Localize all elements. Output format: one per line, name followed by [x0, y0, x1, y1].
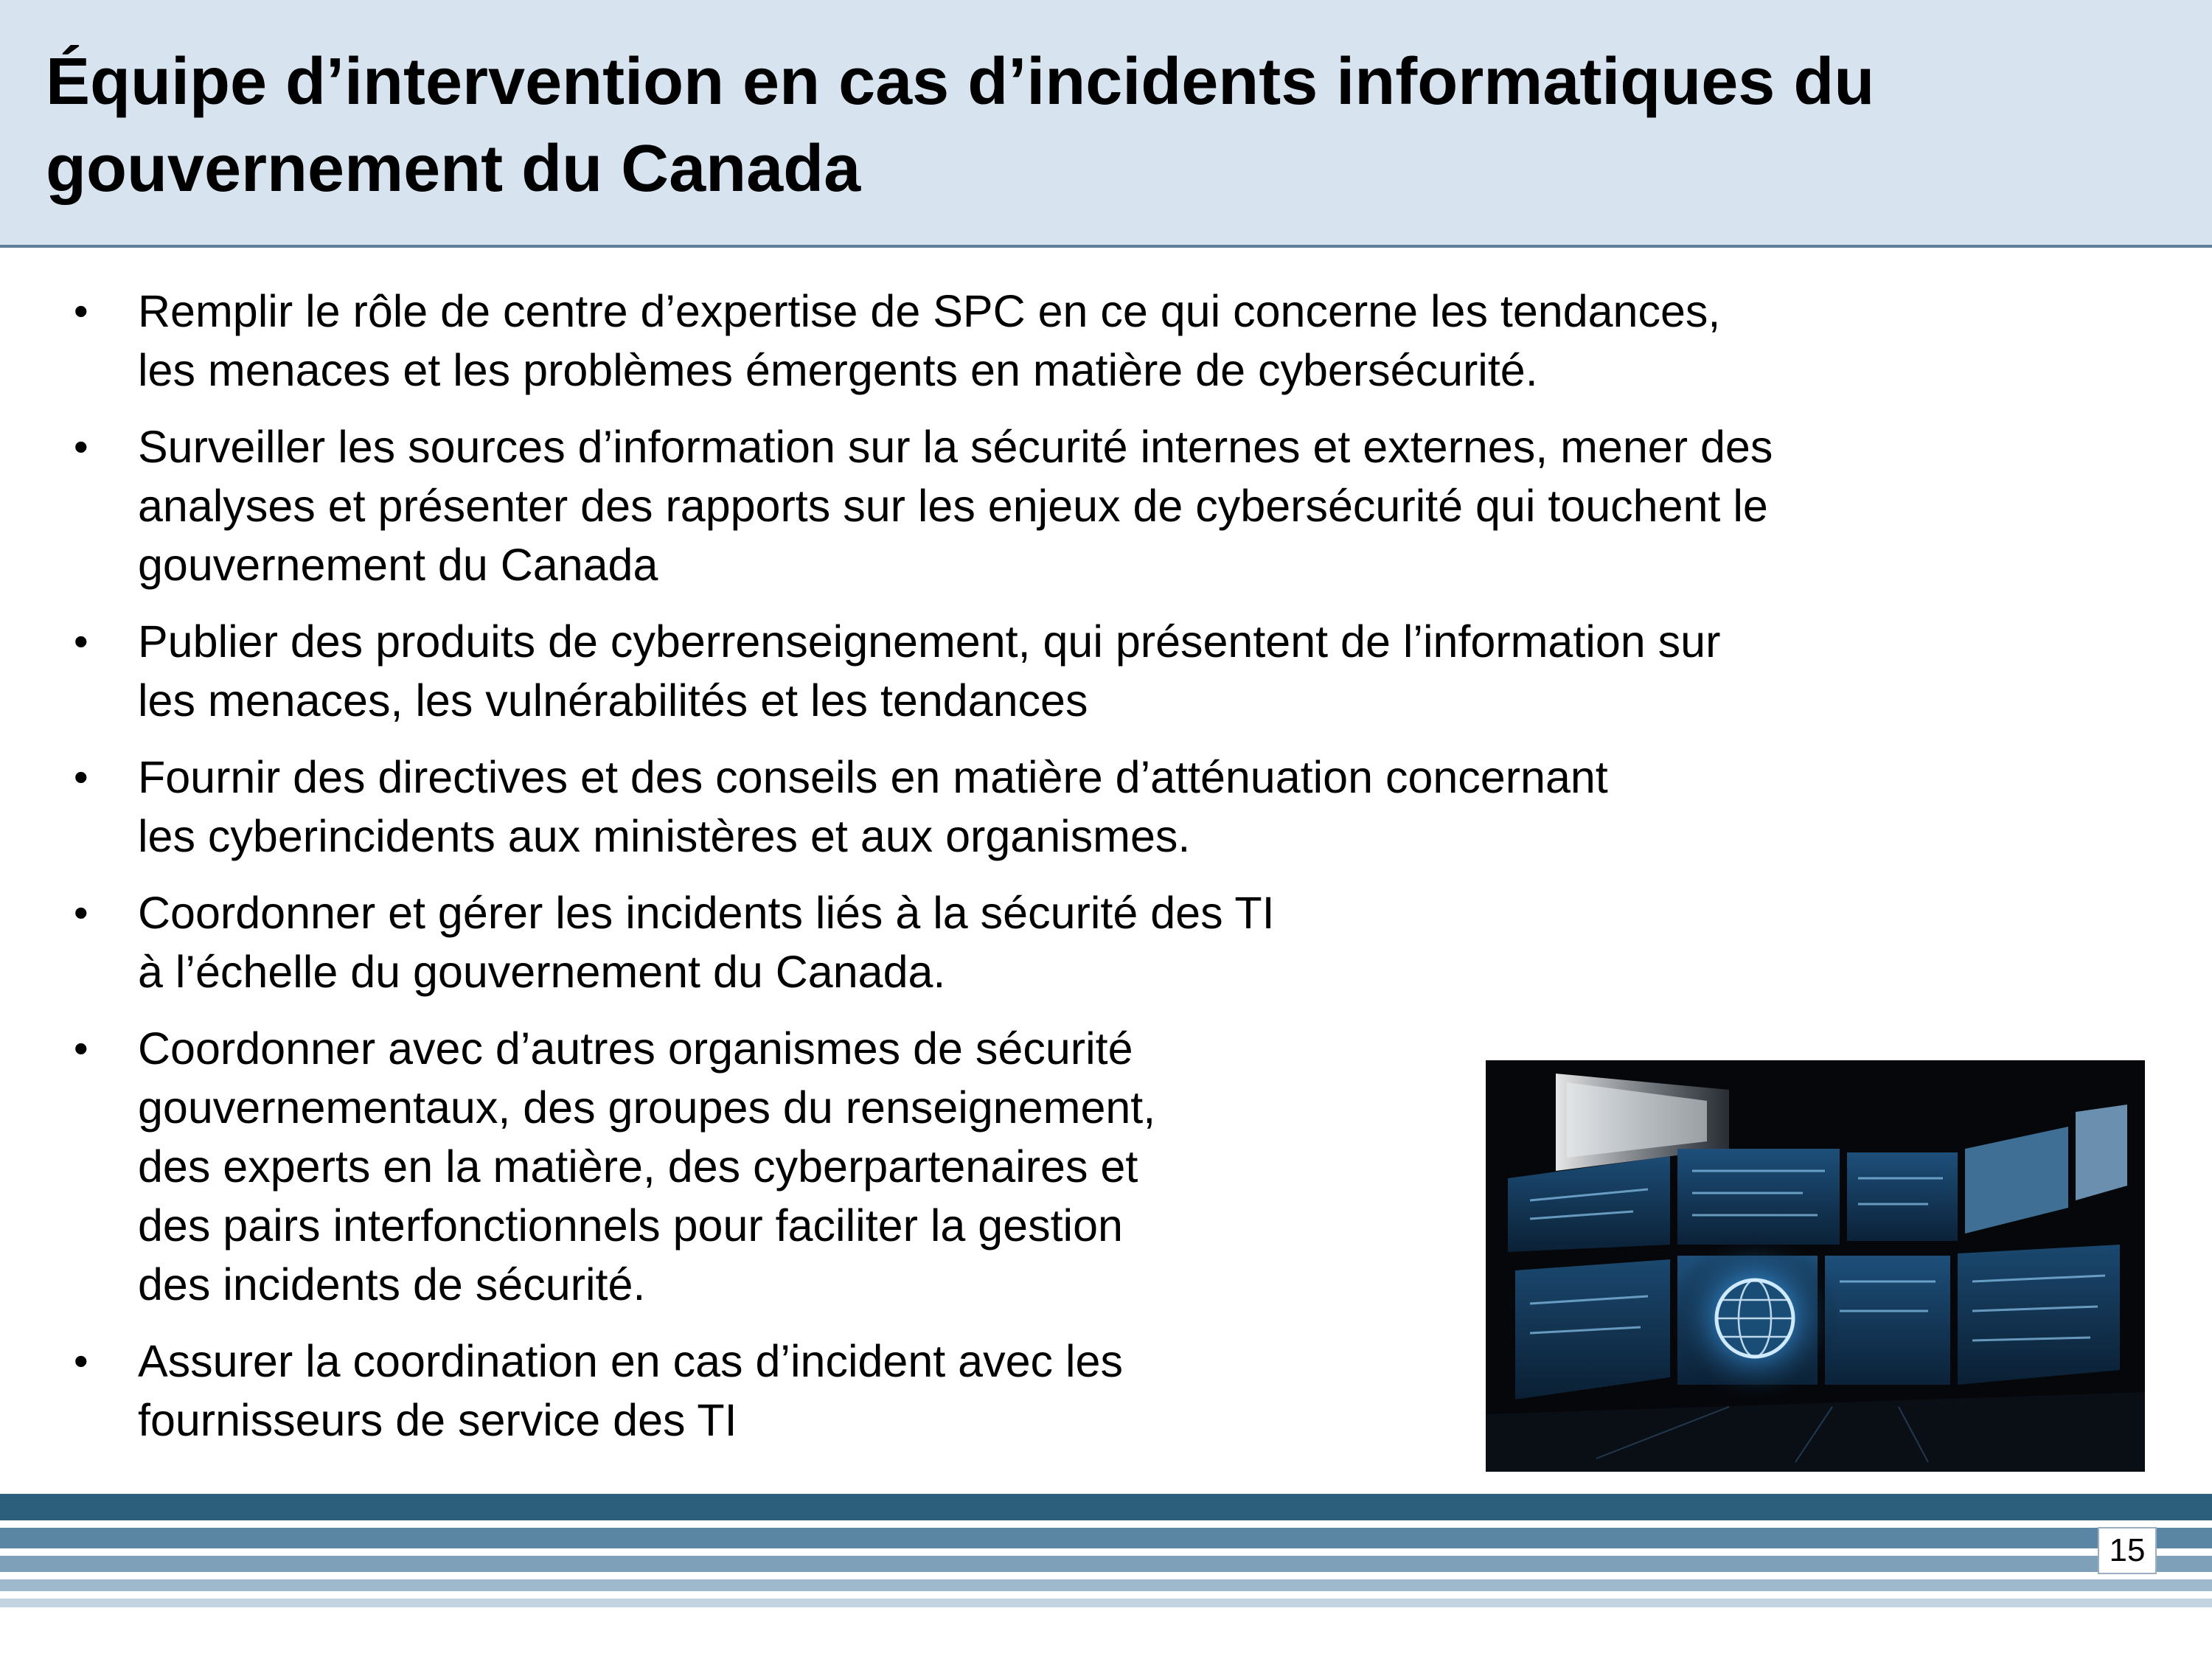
page-number: 15: [2098, 1527, 2157, 1574]
bullet-line: à l’échelle du gouvernement du Canada.: [138, 947, 946, 997]
footer-stripe-mid: [0, 1528, 2212, 1548]
bullet-line: gouvernementaux, des groupes du renseignement,: [138, 1082, 1156, 1133]
cyber-operations-photo: [1486, 1060, 2145, 1472]
bullet-marker: •: [74, 618, 88, 664]
title-bar: [0, 0, 2212, 248]
bullet-marker: •: [74, 288, 88, 334]
footer-stripe-mid-2: [0, 1556, 2212, 1572]
bullet-line: analyses et présenter des rapports sur les enjeux de cybersécurité qui touchent le: [138, 481, 1768, 531]
bullet-item: [0, 883, 1773, 1001]
bullet-marker: •: [74, 423, 88, 470]
bullet-line: fournisseurs de service des TI: [138, 1395, 737, 1445]
bullet-line: des experts en la matière, des cyberpartenaires et: [138, 1141, 1138, 1192]
bullet-line: gouvernement du Canada: [138, 540, 658, 590]
bullet-marker: •: [74, 754, 88, 800]
slide-title: Équipe d’intervention en cas d’incidents informatiques du gouvernement du Canada: [46, 45, 1875, 206]
bullet-line: les menaces, les vulnérabilités et les tendances: [138, 675, 1088, 726]
bullet-line: Remplir le rôle de centre d’expertise de SPC en ce qui concerne les tendances,: [138, 286, 1721, 336]
bullet-line: Surveiller les sources d’information sur la sécurité internes et externes, mener des: [138, 422, 1773, 472]
bullet-line: des pairs interfonctionnels pour faciliter la gestion: [138, 1200, 1123, 1251]
bullet-line: Coordonner avec d’autres organismes de sécurité: [138, 1023, 1133, 1074]
bullet-marker: •: [74, 1338, 88, 1384]
bullet-item: [0, 748, 1773, 866]
bullet-marker: •: [74, 1025, 88, 1071]
bullet-line: les menaces et les problèmes émergents en matière de cybersécurité.: [138, 345, 1538, 395]
bullet-line: Fournir des directives et des conseils en matière d’atténuation concernant: [138, 752, 1608, 802]
bullet-line: des incidents de sécurité.: [138, 1259, 646, 1310]
monitor-wall-illustration: [1486, 1060, 2145, 1472]
bullet-item: [0, 612, 1773, 730]
bullet-item: [0, 417, 1773, 594]
bullet-line: Assurer la coordination en cas d’incident avec les: [138, 1336, 1123, 1386]
footer-stripe-lightest: [0, 1599, 2212, 1607]
footer-stripe-light: [0, 1579, 2212, 1591]
bullet-marker: •: [74, 889, 88, 936]
bullet-line: Publier des produits de cyberrenseignement, qui présentent de l’information sur: [138, 616, 1721, 667]
footer-stripe-dark: [0, 1494, 2212, 1520]
bullet-line: Coordonner et gérer les incidents liés à la sécurité des TI: [138, 888, 1275, 938]
bullet-item: [0, 282, 1773, 400]
bullet-line: les cyberincidents aux ministères et aux organismes.: [138, 811, 1191, 861]
